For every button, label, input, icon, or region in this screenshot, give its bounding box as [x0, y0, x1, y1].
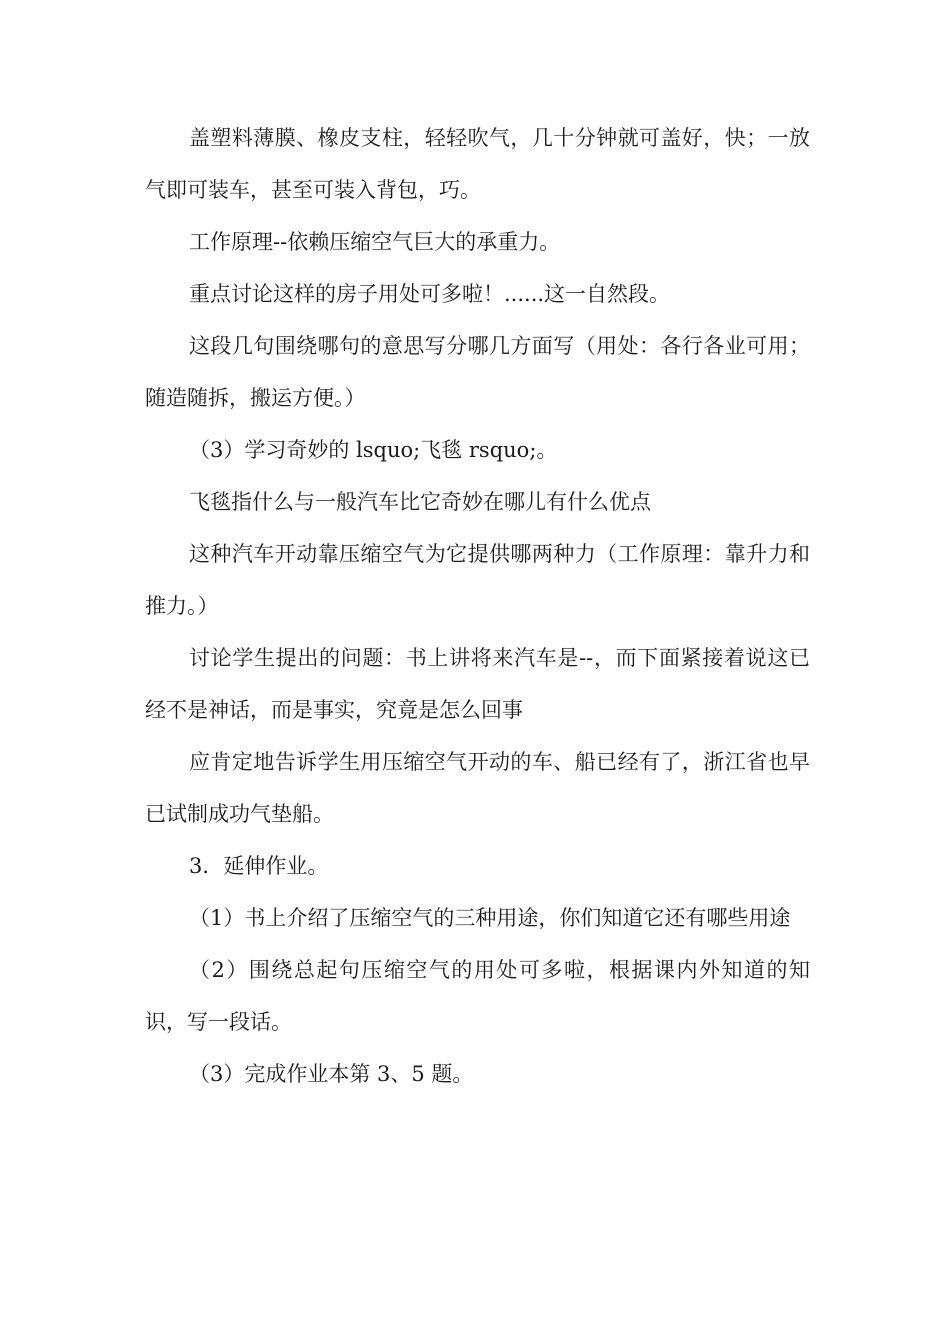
document-body [145, 112, 810, 1100]
paragraph-7: 这种汽车开动靠压缩空气为它提供哪两种力（工作原理：靠升力和推力。） [145, 542, 810, 618]
paragraph-8: 讨论学生提出的问题：书上讲将来汽车是--，而下面紧接着说这已经不是神话，而是事实，究竟是怎么回事 [145, 646, 810, 722]
paragraph-10: 3．延伸作业。 [189, 854, 329, 878]
paragraph-13: （3）完成作业本第 3、5 题。 [189, 1062, 474, 1086]
paragraph-5: （3）学习奇妙的 lsquo;飞毯 rsquo;。 [189, 438, 558, 462]
paragraph-9: 应肯定地告诉学生用压缩空气开动的车、船已经有了，浙江省也早已试制成功气垫船。 [145, 750, 810, 826]
paragraph-11: （1）书上介绍了压缩空气的三种用途，你们知道它还有哪些用途 [189, 906, 791, 930]
paragraph-6: 飞毯指什么与一般汽车比它奇妙在哪儿有什么优点 [189, 490, 651, 514]
paragraph-1: 盖塑料薄膜、橡皮支柱，轻轻吹气，几十分钟就可盖好，快；一放气即可装车，甚至可装入背包，巧。 [145, 126, 810, 202]
paragraph-2: 工作原理--依赖压缩空气巨大的承重力。 [189, 230, 561, 254]
paragraph-12: （2）围绕总起句压缩空气的用处可多啦，根据课内外知道的知识，写一段话。 [145, 958, 810, 1034]
paragraph-4: 这段几句围绕哪句的意思写分哪几方面写（用处：各行各业可用；随造随拆，搬运方便。） [145, 334, 810, 410]
paragraph-3: 重点讨论这样的房子用处可多啦！......这一自然段。 [189, 282, 671, 306]
